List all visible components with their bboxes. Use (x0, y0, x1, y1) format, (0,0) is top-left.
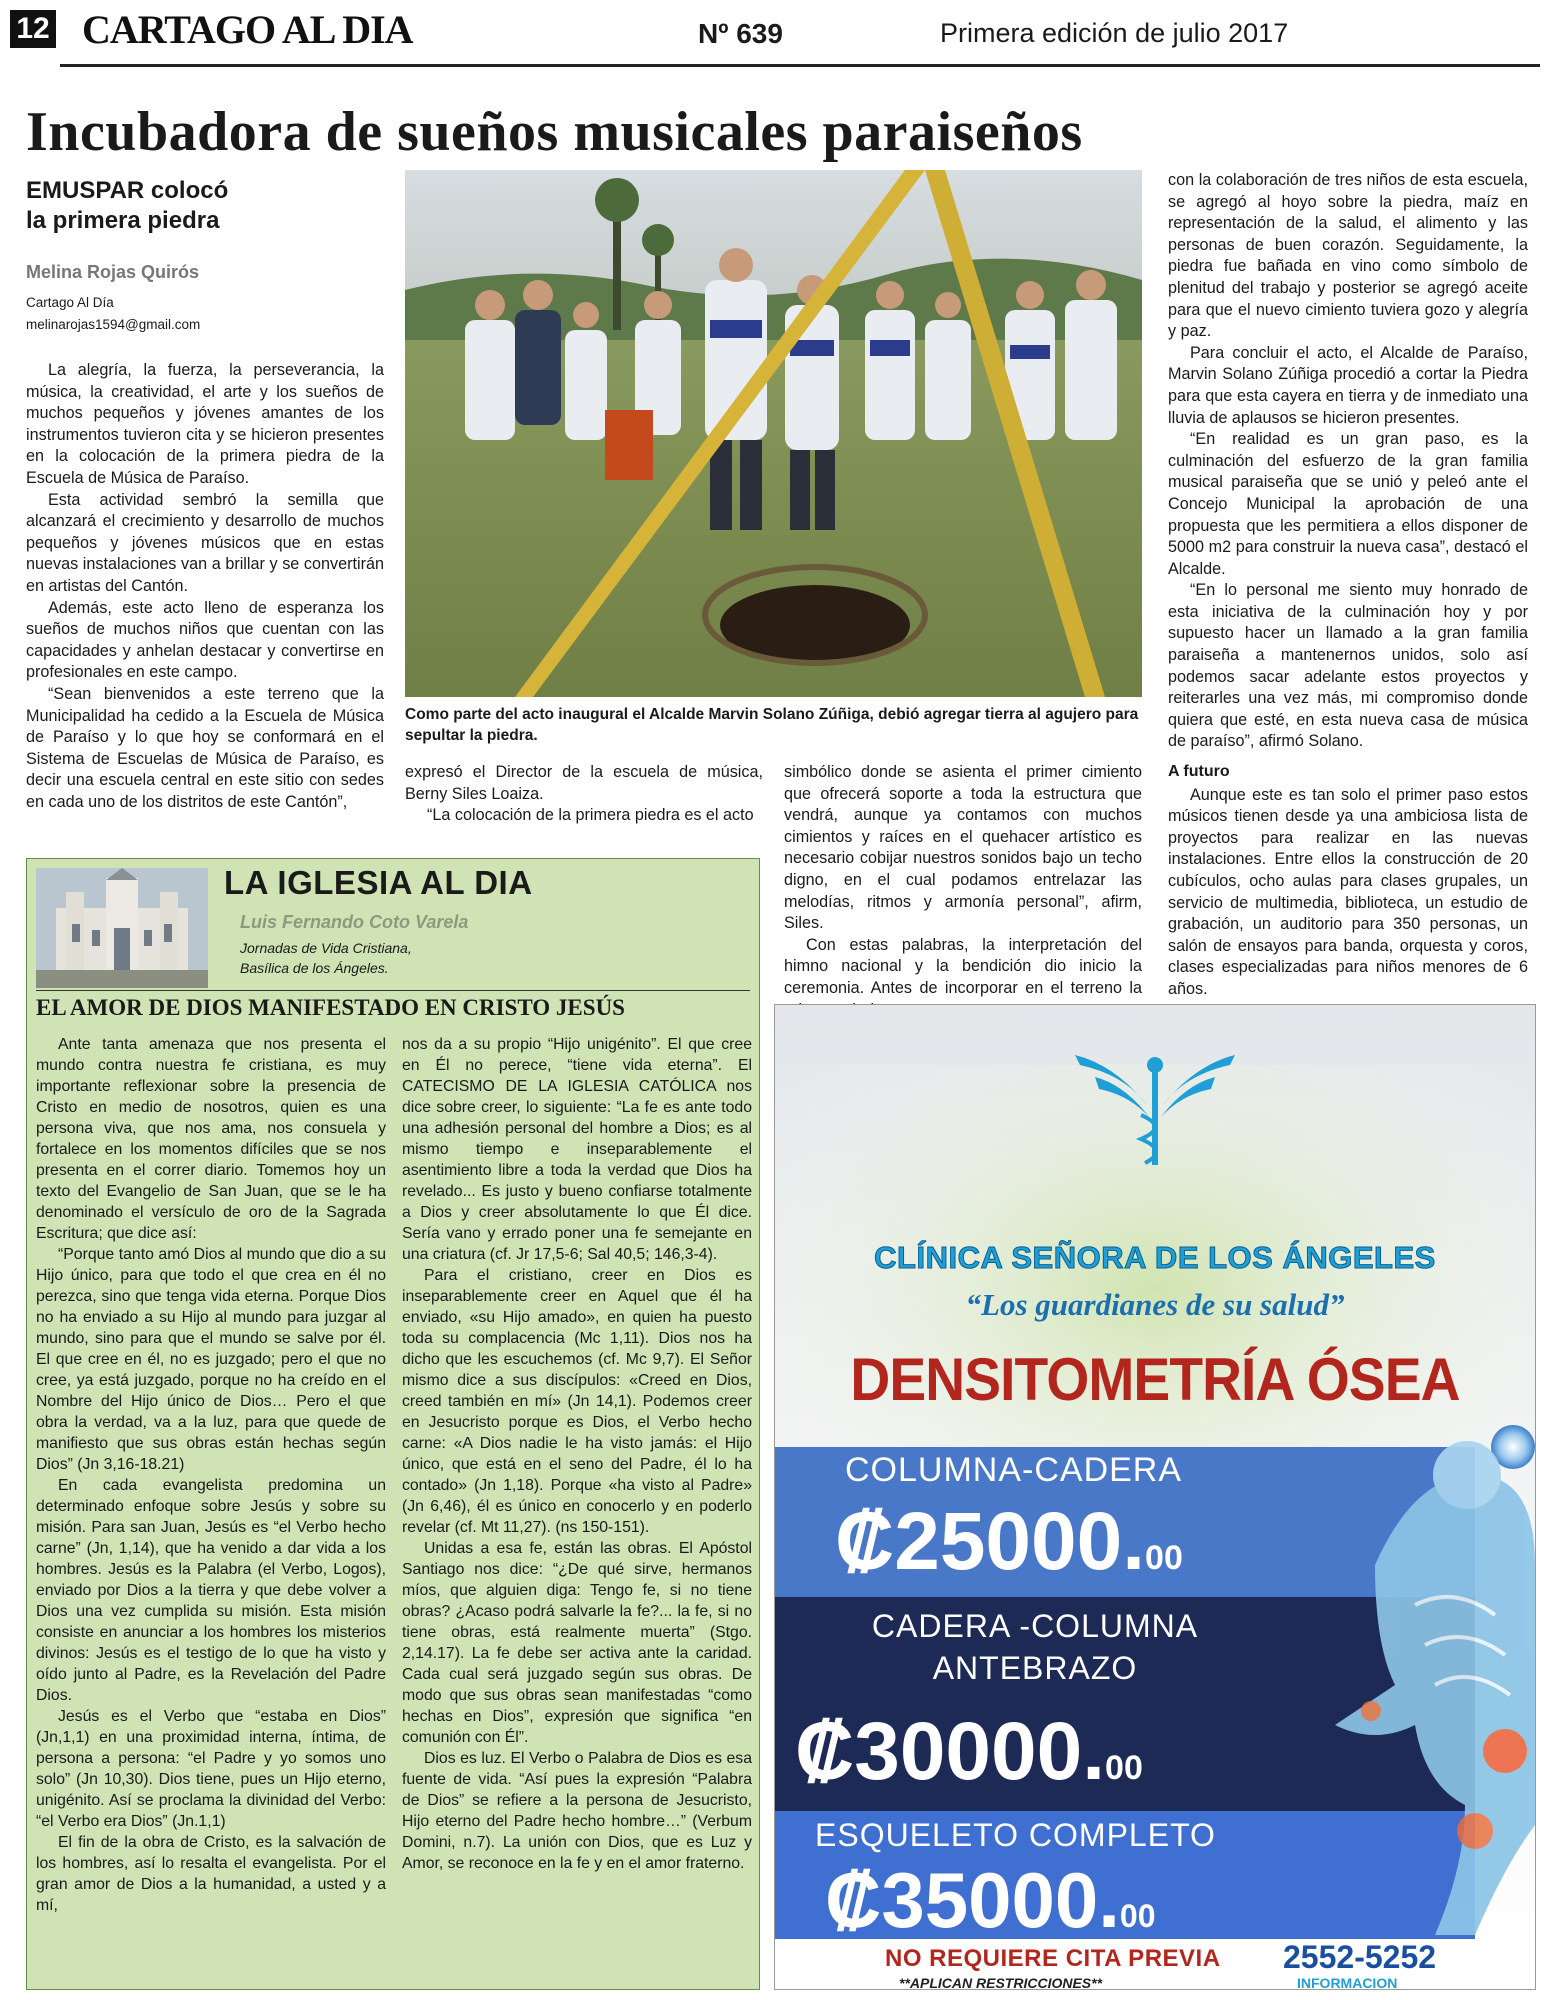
paragraph: simbólico donde se asienta el primer cimiento que ofrecerá soporte a toda la estructura que vendrá, aunque ya contamos con muchos cimientos y raíces en el quehacer artístico es necesario cobijar nuestros sonidos bajo un techo digno, en el cual podamos entrelazar las melodías, ritmos y armonía personal”, afirm, Siles. (784, 763, 1142, 933)
price-2-cents: 00 (1105, 1749, 1143, 1787)
article-author: Melina Rojas Quirós (26, 262, 200, 282)
basilica-illustration (36, 868, 208, 988)
page-number: 12 (10, 10, 56, 48)
paragraph: En cada evangelista predomina un determinado enfoque sobre Jesús y sobre su misión. Para san Juan, Jesús es “el Verbo hecho carne” (Jn, 1,14), que ha venido a dar vida a los hombres. Jesús es la Palabra (el Verbo, Logos), enviado por Dios a la tierra y que debe volver a Dios una vez cumplida su misión. Esta misión consiste en anunciar a los hombres los misterios divinos: Jesús es el testigo de lo que ha visto y oído junto al Padre, es la Revelación del Padre Dios. (36, 1477, 386, 1704)
paragraph: con la colaboración de tres niños de esta escuela, se agregó al hoyo sobre la piedra, maíz en representación de la salud, el alimento y las personas de buen corazón. Seguidamente, la piedra fue bañada en vino como símbolo de plenitud del trabajo y posterior se agregó aceite para que el nuevo cimiento tuviera gozo y alegría y paz. (1168, 171, 1528, 341)
masthead-rule (60, 64, 1540, 67)
paragraph: El fin de la obra de Cristo, es la salvación de los hombres, así lo resalta el evangelista. Por el gran amor de Dios a la humanidad, a usted y a mí, (36, 1834, 386, 1914)
church-author: Luis Fernando Coto Varela (240, 912, 469, 932)
church-meta-line-1: Jornadas de Vida Cristiana, (240, 940, 412, 956)
price-1-amount: ₡25000. (835, 1496, 1146, 1587)
church-section-title: LA IGLESIA AL DIA (224, 864, 533, 901)
photo-caption: Como parte del acto inaugural el Alcalde Marvin Solano Zúñiga, debió agregar tierra al agujero para sepultar la piedra. (405, 706, 1139, 744)
service-title: DENSITOMETRÍA ÓSEA (850, 1346, 1460, 1413)
author-meta (26, 292, 200, 336)
clinic-slogan: “Los guardianes de su salud” (965, 1287, 1345, 1322)
no-appointment-note: NO REQUIERE CITA PREVIA (885, 1945, 1221, 1972)
clinic-name: CLÍNICA SEÑORA DE LOS ÁNGELES (874, 1240, 1436, 1275)
price-label-2 (825, 1605, 1245, 1689)
ceremony-photo-illustration (405, 170, 1142, 697)
edition-date: Primera edición de julio 2017 (940, 18, 1289, 48)
article-subhead (26, 176, 228, 236)
paragraph: Con estas palabras, la interpretación del himno nacional y la bendición dio inicio la ceremonia. Antes de incorporar en el terreno la (784, 935, 1142, 997)
paragraph: La alegría, la fuerza, la perseverancia, la música, la creatividad, el arte y los sueños de muchos pequeños y jóvenes amantes de los instrumentos tuvieron cita y se hicieron presentes en la colocación de la primera piedra de la Escuela de Música de Paraíso. (26, 361, 384, 487)
masthead-title: CARTAGO AL DIA (82, 7, 413, 52)
restrictions-note: **APLICAN RESTRICCIONES** (899, 1975, 1103, 1990)
paragraph: Para concluir el acto, el Alcalde de Paraíso, Marvin Solano Zúñiga procedió a cortar la Piedra para que esta cayera en tierra y de inmediato una lluvia de aplausos se hicieron presentes. (1168, 343, 1528, 427)
price-label-2-line-1: CADERA -COLUMNA (871, 1608, 1199, 1644)
ceremony-photo (405, 170, 1142, 697)
phone-number[interactable]: 2552-5252 (1283, 1939, 1437, 1975)
price-3-amount: ₡35000. (825, 1856, 1120, 1944)
article-column-3 (784, 762, 1142, 1021)
price-3-cents: 00 (1119, 1898, 1156, 1934)
price-1-cents: 00 (1145, 1539, 1183, 1577)
paragraph: Dios es luz. El Verbo o Palabra de Dios es esa fuente de vida. “Así pues la expresión “Palabra de Dios” se refiere a la persona de Jesucristo, Hijo eterno del Padre hecho hombre…” (Verbum Domini, n.7). La unión con Dios, que es Luz y Amor, se reconoce en la fe y en el amor fraterno. (402, 1750, 752, 1872)
church-author-meta (240, 938, 412, 978)
paragraph: “En realidad es un gran paso, es la culminación del esfuerzo de la gran familia musical paraiseña que se unió y peleó ante el Concejo Municipal la aprobación de una propuesta que les permitiera a ellos disponer de 5000 m2 para construir la nueva casa”, destacó el Alcalde. (1168, 430, 1528, 578)
price-3 (825, 1855, 1156, 1946)
church-article-heading: EL AMOR DE DIOS MANIFESTADO EN CRISTO JESÚS (36, 990, 750, 1021)
article-column-2 (405, 762, 763, 827)
church-column-1 (36, 1034, 386, 1916)
price-label-3: ESQUELETO COMPLETO (815, 1817, 1216, 1853)
price-1 (835, 1495, 1183, 1589)
article-headline: Incubadora de sueños musicales paraiseños (26, 101, 1083, 163)
paragraph: Unidas a esa fe, están las obras. El Apóstol Santiago nos dice: “¿De qué sirve, hermanos míos, que alguien diga: Tengo fe, si no tiene obras? ¿Acaso podrá salvarle la fe?... la fe, si no tiene obras, está realmente muerta” (Stgo. 2,14.17). La fe debe ser activa ante la caridad. Cada cual será juzgado según sus obras. De modo que sus obras sean manifestadas “como hechas en Dios”, expresión que significa “en comunión con Él”. (402, 1540, 752, 1746)
paragraph: Ante tanta amenaza que nos presenta el mundo contra nuestra fe cristiana, es muy importante reflexionar sobre la presencia de Cristo en medio de nosotros, quien es una persona viva, que nos ama, nos consuela y fortalece en los momentos difíciles que se nos presenta en el correr diario. Tomemos hoy un texto del Evangelio de San Juan, que se le ha denominado el versículo de oro de la Sagrada Escritura; que dice así: (36, 1036, 386, 1242)
paragraph: Para el cristiano, creer en Dios es inseparablemente creer en Aquel que él ha enviado, «su Hijo amado», en quien ha puesto toda su complacencia (Mc 1,11). Dios nos ha dicho que les escuchemos (cf. Mc 9,7). El Señor mismo dice a sus discípulos: «Creed en Dios, creed también en mí» (Jn 14,1). Podemos creer en Jesucristo porque es Dios, el Verbo hecho carne: «A Dios nadie le ha visto jamás: el Hijo único, que está en el seno del Padre, él lo ha contado» (Jn 1,18). Porque «ha visto al Padre» (Jn 6,46), él es único en conocerlo y en poderlo revelar (cf. Mt 11,27). (ns 150-151). (402, 1267, 752, 1536)
future-heading: A futuro (1168, 763, 1230, 781)
paragraph: Esta actividad sembró la semilla que alcanzará el crecimiento y desarrollo de muchos pequeños y jóvenes músicos que en estas nuevas instalaciones van a brillar y se convertirán en artistas del Cantón. (26, 490, 384, 595)
subhead-line-1: EMUSPAR colocó (26, 177, 229, 204)
paragraph: nos da a su propio “Hijo unigénito”. El que cree en Él no perece, “tiene vida eterna”. El CATECISMO DE LA IGLESIA CATÓLICA nos dice sobre creer, lo siguiente: “La fe es ante todo una adhesión personal del hombre a Dios; es al mismo tiempo e inseparablemente el asentimiento libre a toda la verdad que Dios ha revelado... Es justo y bueno confiarse totalmente a Dios y creer absolutamente lo que Él dice. Sería vano y errado poner una fe semejante en una criatura (cf. Jr 17,5-6; Sal 40,5; 146,3-4). (402, 1036, 752, 1263)
church-column-2 (402, 1034, 752, 1874)
paragraph: “Sean bienvenidos a este terreno que la Municipalidad ha cedido a la Escuela de Música de Paraíso y lo que hoy se conformará en el Sistema de Escuelas de Música de Paraíso, es decir una escuela central en este sitio con sedes en cada uno de los distritos de este Cantón”, (26, 684, 384, 811)
article-column-4 (1168, 170, 1528, 1001)
basilica-photo (36, 868, 208, 988)
paragraph: Jesús es el Verbo que “estaba en Dios” (Jn,1,1) en una proximidad interna, íntima, de persona a persona: “el Padre y yo somos uno solo” (Jn 10,30). Dios tiene, pues un Hijo eterno, unigénito. Así se proclama la divinidad del Verbo: “el Verbo era Dios” (Jn.1,1) (36, 1708, 386, 1830)
church-meta-line-2: Basílica de los Ángeles. (240, 960, 389, 976)
paragraph: Además, este acto lleno de esperanza los sueños de muchos niños que cuentan con las capacidades y anhelan destacar y convertirse en profesionales en este campo. (26, 598, 384, 682)
issue-number: Nº 639 (698, 18, 783, 49)
paragraph: “En lo personal me siento muy honrado de esta iniciativa de la culminación hoy y por supuesto hacer un llamado a la gran familia paraiseña a mantenernos unidos, solo así podemos sacar adelante estos proyectos y reiterarles una vez más, mi compromiso donde quiera que esté, en esta nueva casa de música de paraíso”, afirmó Solano. (1168, 581, 1528, 751)
price-label-1: COLUMNA-CADERA (845, 1451, 1183, 1489)
author-email: melinarojas1594@gmail.com (26, 317, 201, 332)
article-column-1 (26, 360, 384, 813)
price-2-amount: ₡30000. (795, 1706, 1106, 1797)
subhead-line-2: la primera piedra (26, 207, 220, 234)
author-outlet: Cartago Al Día (26, 295, 114, 310)
paragraph: Aunque este es tan solo el primer paso estos músicos tienen desde ya una ambiciosa lista de proyectos para realizar en las nuevas instalaciones. Entre ellos la construcción de 20 cubículos, ocho aulas para clases grupales, un servicio de multimedia, biblioteca, un estudio de grabación, un auditorio para 350 personas, un salón de ensayos para banda, orquesta y coros, clases especializadas para niños menores de 6 años. (1168, 785, 1528, 998)
paragraph: “Porque tanto amó Dios al mundo que dio a su Hijo único, para que todo el que crea en él no perezca, sino que tenga vida eterna. Porque Dios no ha enviado a su Hijo al mundo para juzgar al mundo, sino para que el mundo se salve por él. El que cree en él, no es juzgado; pero el que no cree, ya está juzgado, porque no ha creído en el Nombre del Hijo único de Dios… Pero el que obra la verdad, va a la luz, para que quede de manifiesto que sus obras están hechas según Dios” (Jn 3,16-18.21) (36, 1246, 386, 1473)
price-label-2-line-2: ANTEBRAZO (932, 1650, 1138, 1686)
price-2 (795, 1705, 1143, 1799)
info-label: INFORMACION (1297, 1975, 1398, 1990)
clinic-advertisement[interactable] (774, 1004, 1536, 1990)
paragraph: expresó el Director de la escuela de música, Berny Siles Loaiza. (405, 763, 763, 803)
paragraph: “La colocación de la primera piedra es el acto (427, 806, 754, 825)
